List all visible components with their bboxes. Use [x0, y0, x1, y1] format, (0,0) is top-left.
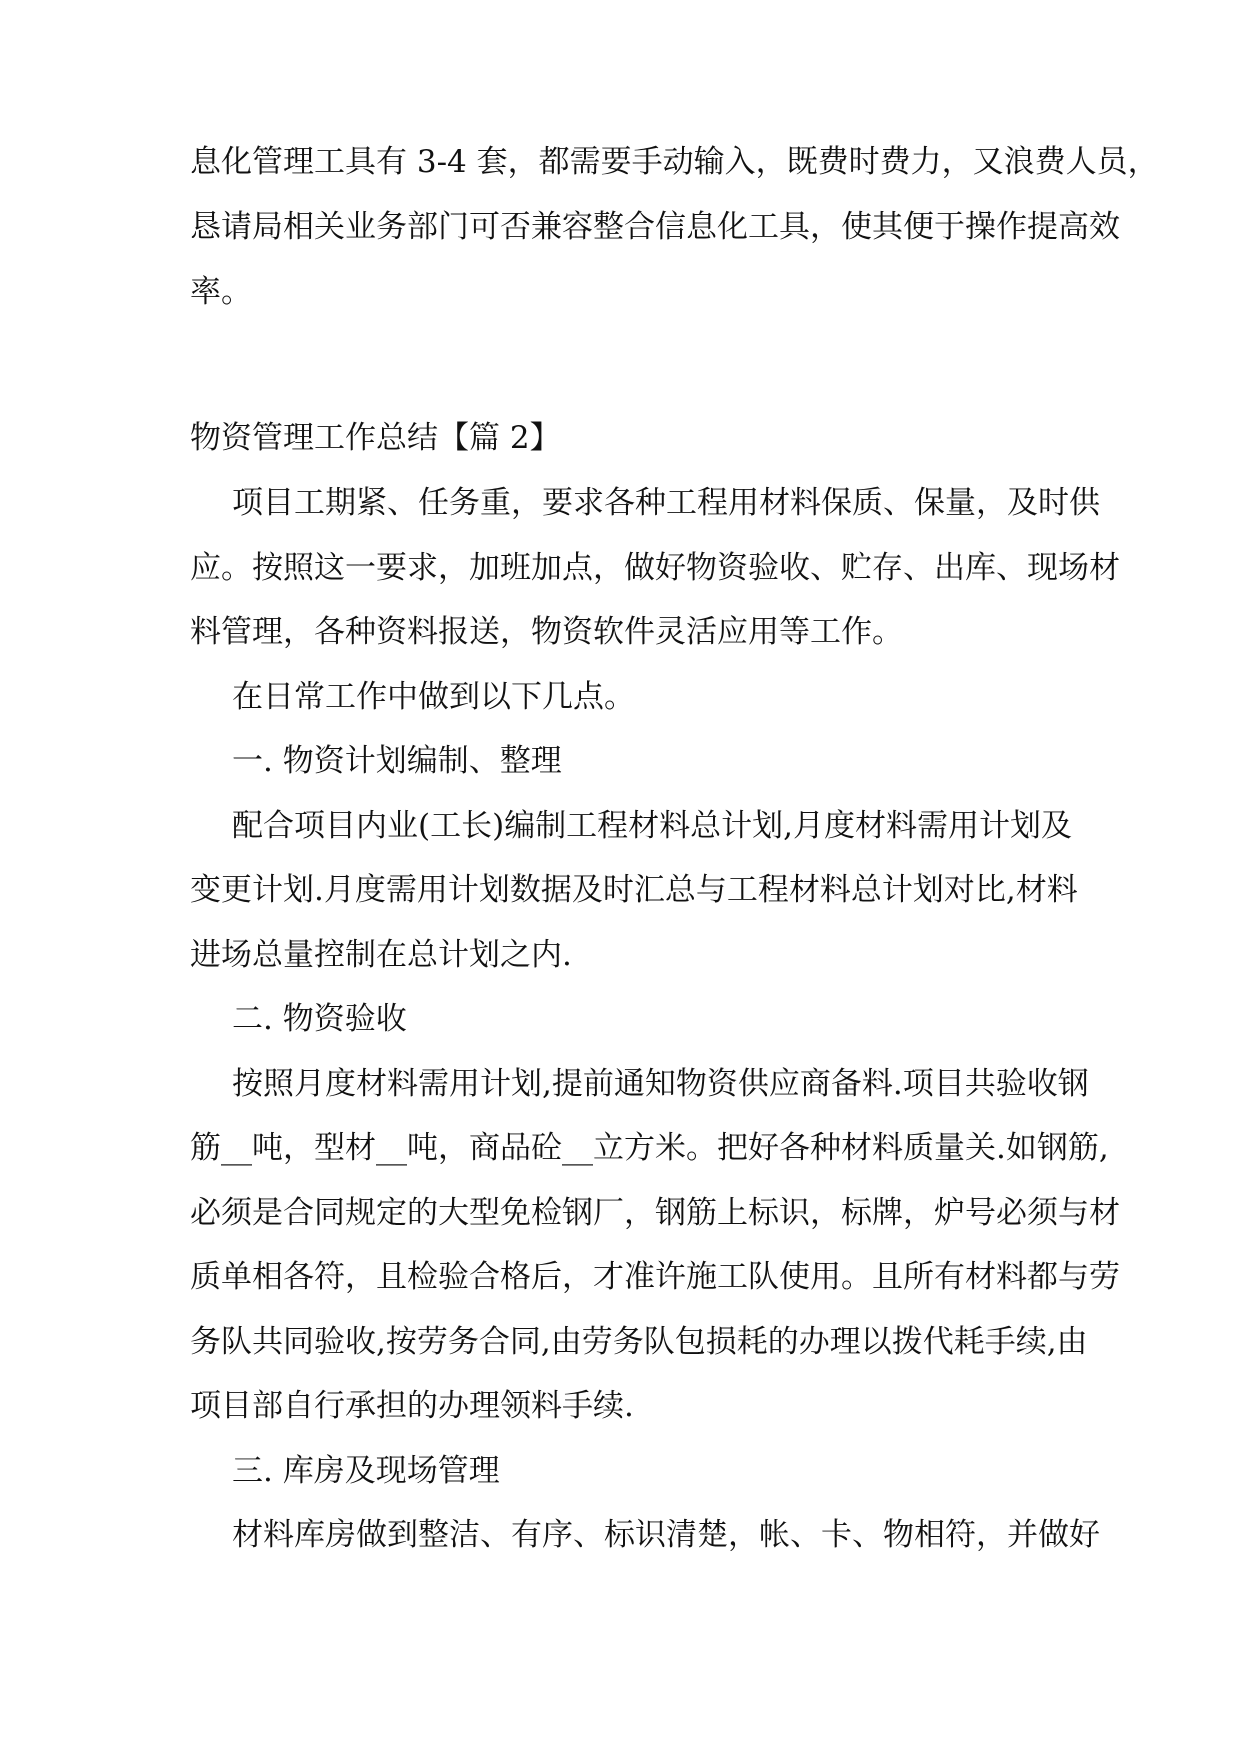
paragraph-line: 质单相各符，且检验合格后，才准许施工队使用。且所有材料都与劳: [190, 1259, 1120, 1295]
paragraph-line: 应。按照这一要求，加班加点，做好物资验收、贮存、出库、现场材: [190, 550, 1120, 586]
paragraph-line: 筋__吨，型材__吨，商品砼__立方米。把好各种材料质量关.如钢筋,: [190, 1130, 1109, 1166]
subsection-heading: 三. 库房及现场管理: [232, 1453, 500, 1489]
paragraph-line: 料管理，各种资料报送，物资软件灵活应用等工作。: [190, 614, 903, 650]
paragraph-line: 恳请局相关业务部门可否兼容整合信息化工具，使其便于操作提高效: [190, 209, 1120, 245]
paragraph-line: 按照月度材料需用计划,提前通知物资供应商备料.项目共验收钢: [232, 1066, 1089, 1102]
paragraph-line: 务队共同验收,按劳务合同,由劳务队包损耗的办理以拨代耗手续,由: [190, 1324, 1088, 1360]
paragraph-line: 在日常工作中做到以下几点。: [232, 679, 635, 715]
subsection-heading: 二. 物资验收: [232, 1001, 407, 1037]
paragraph-line: 进场总量控制在总计划之内.: [190, 937, 572, 973]
paragraph-line: 率。: [190, 274, 252, 310]
paragraph-line: 项目工期紧、任务重，要求各种工程用材料保质、保量，及时供: [232, 485, 1100, 521]
paragraph-line: 材料库房做到整洁、有序、标识清楚，帐、卡、物相符，并做好: [232, 1517, 1100, 1553]
paragraph-line: 配合项目内业(工长)编制工程材料总计划,月度材料需用计划及: [232, 808, 1073, 844]
paragraph-line: 必须是合同规定的大型免检钢厂，钢筋上标识，标牌，炉号必须与材: [190, 1195, 1120, 1231]
subsection-heading: 一. 物资计划编制、整理: [232, 743, 562, 779]
paragraph-line: 项目部自行承担的办理领料手续.: [190, 1388, 634, 1424]
section-heading: 物资管理工作总结【篇 2】: [190, 420, 561, 456]
paragraph-line: 变更计划.月度需用计划数据及时汇总与工程材料总计划对比,材料: [190, 872, 1078, 908]
paragraph-line: 息化管理工具有 3-4 套，都需要手动输入，既费时费力，又浪费人员，: [190, 144, 1159, 180]
